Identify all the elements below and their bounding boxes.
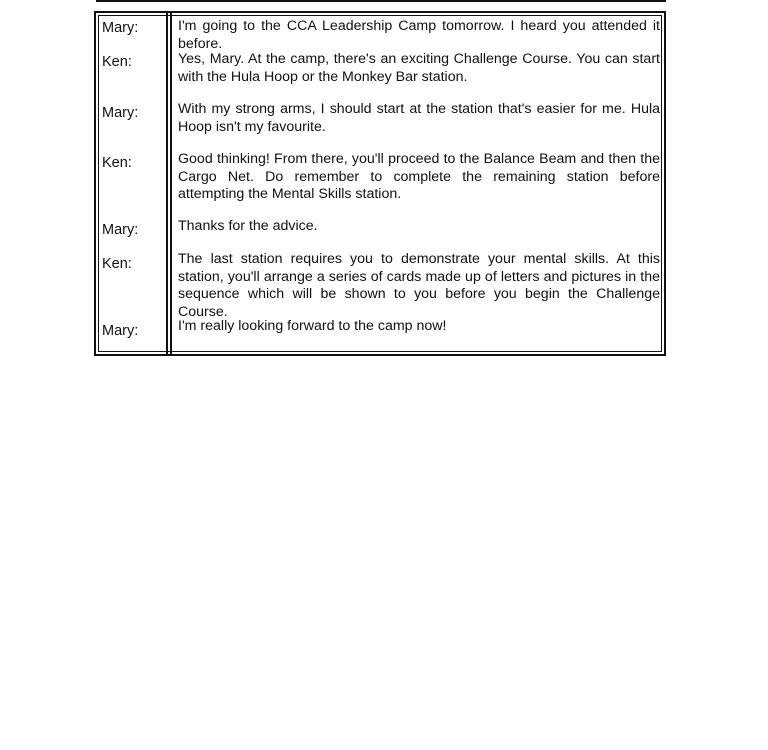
speaker-label: Ken: xyxy=(102,256,132,272)
dialogue-line: Good thinking! From there, you'll proceed to the Balance Beam and then the Cargo Net. Do remember to complete the remaining station before attempting the Mental Skills station. xyxy=(178,151,660,202)
speaker-label: Mary: xyxy=(102,105,139,121)
column-divider xyxy=(166,13,168,354)
top-rule xyxy=(96,0,666,2)
dialogue-line: The last station requires you to demonstrate your mental skills. At this station, you'll arrange a series of cards made up of letters and pictures in the sequence which will be shown to you before you begin the Challenge Course. xyxy=(178,251,660,320)
speaker-label: Ken: xyxy=(102,155,132,171)
column-divider xyxy=(170,13,172,354)
dialogue-line: With my strong arms, I should start at the station that's easier for me. Hula Hoop isn't my favourite. xyxy=(178,101,660,135)
speaker-label: Mary: xyxy=(102,20,139,36)
dialogue-table xyxy=(94,11,666,356)
dialogue-line: Yes, Mary. At the camp, there's an exciting Challenge Course. You can start with the Hula Hoop or the Monkey Bar station. xyxy=(178,51,660,85)
dialogue-line: I'm going to the CCA Leadership Camp tomorrow. I heard you attended it before. xyxy=(178,18,660,52)
speaker-label: Ken: xyxy=(102,54,132,70)
dialogue-line: I'm really looking forward to the camp now! xyxy=(178,318,447,334)
dialogue-line: Thanks for the advice. xyxy=(178,218,318,234)
speaker-label: Mary: xyxy=(102,323,139,339)
speaker-label: Mary: xyxy=(102,222,139,238)
